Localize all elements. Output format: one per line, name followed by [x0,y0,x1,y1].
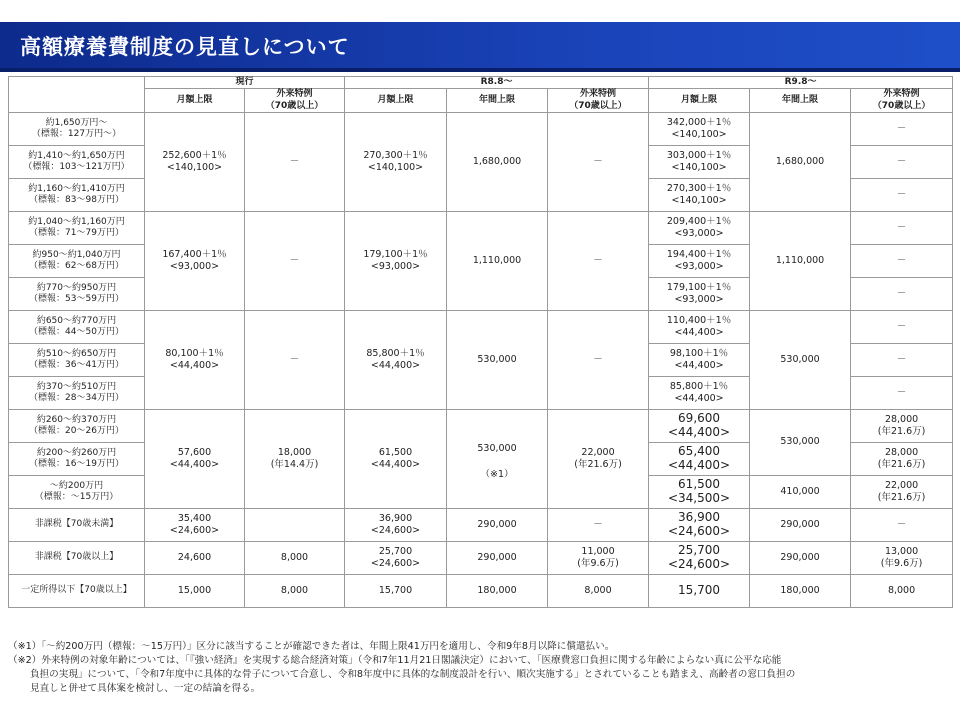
r98-monthly-cap: 303,000＋1％ <140,100> [649,145,750,178]
r88-monthly-cap: 179,100＋1％ <93,000> [345,211,447,310]
r88-annual-cap [447,409,548,508]
income-bracket-label: 約1,040～約1,160万円 （標報：71～79万円） [9,211,145,244]
r88-annual-cap: 530,000 [447,310,548,409]
r98-annual-cap: 290,000 [750,508,851,541]
current-outpatient-cap: － [245,112,345,211]
r98-outpatient-cap: － [851,310,953,343]
r98-monthly-cap: 98,100＋1％ <44,400> [649,343,750,376]
r98-outpatient-cap: － [851,277,953,310]
current-outpatient-cap: 18,000 (年14.4万) [245,409,345,508]
r98-monthly-cap: 69,600 <44,400> [649,409,750,442]
footnotes [8,640,952,696]
header-r88: R8.8～ [345,77,649,89]
r88-monthly-cap: 270,300＋1％ <140,100> [345,112,447,211]
subheader-annual: 年間上限 [750,89,851,113]
subheader-monthly: 月額上限 [649,89,750,113]
r98-annual-cap: 290,000 [750,541,851,574]
r88-annual-value: 530,000 [477,442,517,454]
r98-monthly-cap: 110,400＋1％ <44,400> [649,310,750,343]
r98-monthly-cap: 25,700 <24,600> [649,541,750,574]
r98-outpatient-cap: － [851,145,953,178]
subheader-monthly: 月額上限 [145,89,245,113]
subheader-monthly: 月額上限 [345,89,447,113]
r88-annual-cap: 290,000 [447,541,548,574]
r98-outpatient-cap: 8,000 [851,574,953,607]
r88-monthly-cap: 36,900 <24,600> [345,508,447,541]
r98-outpatient-cap: 13,000 (年9.6万) [851,541,953,574]
r98-outpatient-cap: － [851,343,953,376]
r98-monthly-cap: 15,700 [649,574,750,607]
subheader-outpatient: 外来特例 （70歳以上） [548,89,649,113]
income-bracket-label: 約950～約1,040万円 （標報：62～68万円） [9,244,145,277]
r98-annual-cap: 410,000 [750,475,851,508]
r98-monthly-cap: 342,000＋1％ <140,100> [649,112,750,145]
r98-annual-cap: 1,110,000 [750,211,851,310]
income-bracket-label: 非課税【70歳未満】 [9,508,145,541]
current-outpatient-cap [245,508,345,541]
current-monthly-cap: 252,600＋1％ <140,100> [145,112,245,211]
r98-monthly-cap: 61,500 <34,500> [649,475,750,508]
income-bracket-label: 約1,650万円～ （標報：127万円～） [9,112,145,145]
r98-annual-cap: 1,680,000 [750,112,851,211]
r98-outpatient-cap: － [851,211,953,244]
current-monthly-cap: 24,600 [145,541,245,574]
r98-monthly-cap: 194,400＋1％ <93,000> [649,244,750,277]
income-bracket-label: 約200～約260万円 （標報：16～19万円） [9,442,145,475]
r88-monthly-cap: 61,500 <44,400> [345,409,447,508]
r98-monthly-cap: 36,900 <24,600> [649,508,750,541]
r98-monthly-cap: 179,100＋1％ <93,000> [649,277,750,310]
income-bracket-label: 約370～約510万円 （標報：28～34万円） [9,376,145,409]
income-bracket-label: 約1,410～約1,650万円 （標報：103～121万円） [9,145,145,178]
r88-monthly-cap: 15,700 [345,574,447,607]
current-monthly-cap: 35,400 <24,600> [145,508,245,541]
r98-outpatient-cap: － [851,376,953,409]
r98-annual-cap: 530,000 [750,310,851,409]
subheader-annual: 年間上限 [447,89,548,113]
current-outpatient-cap: － [245,310,345,409]
r98-outpatient-cap: － [851,508,953,541]
header-current: 現行 [145,77,345,89]
r98-outpatient-cap: 28,000 (年21.6万) [851,442,953,475]
r98-outpatient-cap: 28,000 (年21.6万) [851,409,953,442]
r98-monthly-cap: 270,300＋1％ <140,100> [649,178,750,211]
r98-outpatient-cap: － [851,112,953,145]
income-bracket-label: ～約200万円 （標報：～15万円） [9,475,145,508]
r98-annual-cap: 180,000 [750,574,851,607]
title-bar [0,22,960,72]
income-bracket-label: 約770～約950万円 （標報：53～59万円） [9,277,145,310]
r98-outpatient-cap: － [851,178,953,211]
footnote-2-line2: 負担の実現」について、「令和7年度中に具体的な骨子について合意し、令和8年度中に具体的な制度設計を行い、順次実施する」とされていることも踏まえ、高齢者の窓口負担の [30,669,796,680]
income-bracket-label: 約650～約770万円 （標報：44～50万円） [9,310,145,343]
current-outpatient-cap: － [245,211,345,310]
current-outpatient-cap: 8,000 [245,541,345,574]
r88-monthly-cap: 85,800＋1％ <44,400> [345,310,447,409]
subheader-outpatient: 外来特例 （70歳以上） [851,89,953,113]
income-bracket-label: 約260～約370万円 （標報：20～26万円） [9,409,145,442]
r88-outpatient-cap: － [548,310,649,409]
r88-annual-cap: 1,110,000 [447,211,548,310]
r98-outpatient-cap: 22,000 (年21.6万) [851,475,953,508]
current-monthly-cap: 57,600 <44,400> [145,409,245,508]
r88-annual-cap: 1,680,000 [447,112,548,211]
r88-outpatient-cap: 11,000 (年9.6万) [548,541,649,574]
r98-monthly-cap: 209,400＋1％ <93,000> [649,211,750,244]
r88-monthly-cap: 25,700 <24,600> [345,541,447,574]
subheader-outpatient: 外来特例 （70歳以上） [245,89,345,113]
r88-outpatient-cap: 22,000 (年21.6万) [548,409,649,508]
income-bracket-label: 非課税【70歳以上】 [9,541,145,574]
income-bracket-label: 約1,160～約1,410万円 （標報：83～98万円） [9,178,145,211]
income-bracket-label: 約510～約650万円 （標報：36～41万円） [9,343,145,376]
r98-monthly-cap: 85,800＋1％ <44,400> [649,376,750,409]
r98-outpatient-cap: － [851,244,953,277]
r88-outpatient-cap: － [548,211,649,310]
footnote-2: （※2）外来特例の対象年齢については、「『強い経済』を実現する総合経済対策」（令和7年11月21日閣議決定）において、「医療費窓口負担に関する年齢によらない真に公平な応能 [8,655,782,666]
r98-annual-cap: 530,000 [750,409,851,475]
footnote-ref: （※1） [480,468,514,480]
r88-annual-cap: 180,000 [447,574,548,607]
current-monthly-cap: 15,000 [145,574,245,607]
r88-outpatient-cap: 8,000 [548,574,649,607]
footnote-1: （※1）「～約200万円（標報：～15万円）」区分に該当することが確認できた者は、年間上限41万円を適用し、令和9年8月以降に償還払い。 [8,641,615,652]
corner-cell [9,77,145,113]
current-outpatient-cap: 8,000 [245,574,345,607]
current-monthly-cap: 167,400＋1％ <93,000> [145,211,245,310]
r88-annual-cap: 290,000 [447,508,548,541]
r88-outpatient-cap: － [548,508,649,541]
footnote-2-line3: 見直しと併せて具体案を検討し、一定の結論を得る。 [30,683,261,694]
r88-outpatient-cap: － [548,112,649,211]
income-bracket-label: 一定所得以下【70歳以上】 [9,574,145,607]
header-r98: R9.8～ [649,77,953,89]
current-monthly-cap: 80,100＋1％ <44,400> [145,310,245,409]
page-title: 高額療養費制度の見直しについて [20,35,350,59]
title-underline [0,68,960,72]
r98-monthly-cap: 65,400 <44,400> [649,442,750,475]
cost-table [8,76,953,608]
